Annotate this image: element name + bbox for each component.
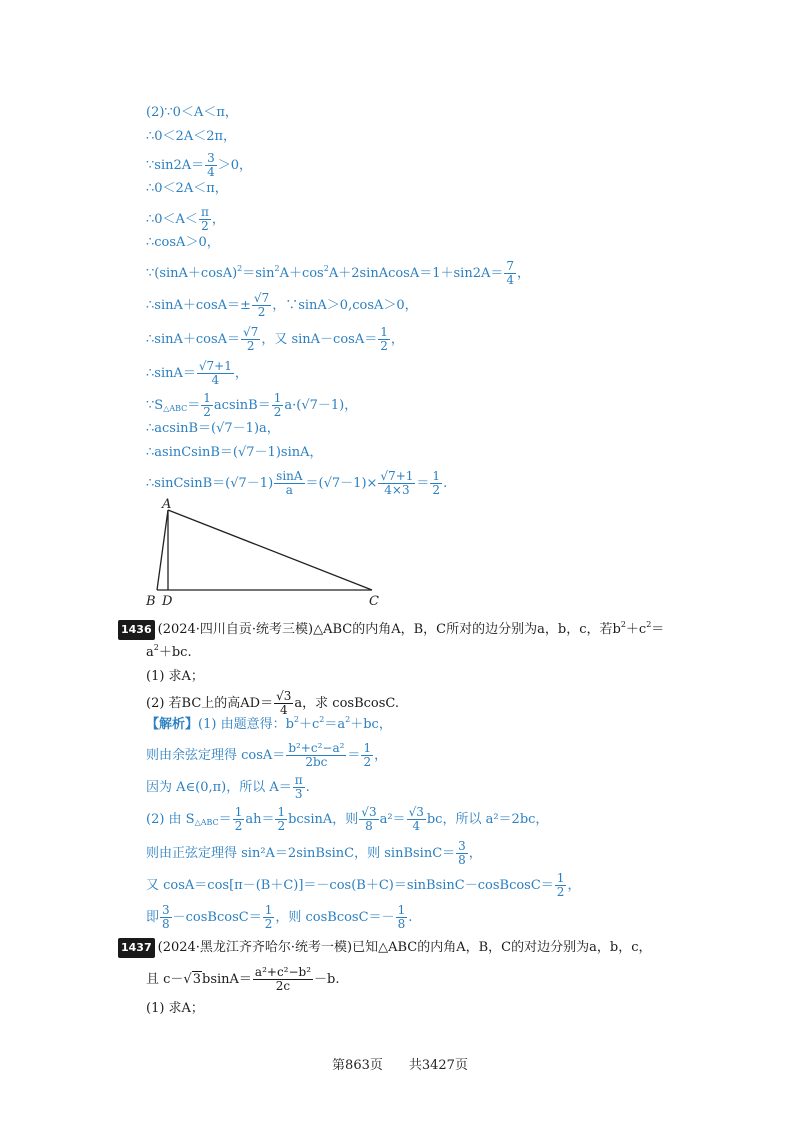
analysis-tag: 【解析】 — [146, 717, 199, 732]
problem-number-badge: 1436 — [118, 620, 155, 640]
analysis-line: (2) 由 $S_{\triangle ABC}=$ $\frac{1}{2}$ ah＝ $\frac{1}{2}$ bcsinA，则 $\frac{√3}{8}$ a²＝ $\frac{√3}{4}$ bc，所以 a²＝2bc， — [146, 805, 549, 833]
question-2: (2) 若BC上的高AD＝ $\frac{√3}{4}$ a，求 cosBcosC. — [146, 689, 400, 717]
analysis-line: 【解析】(1) 由题意得：$b^2+c^2=a^2+bc$， — [146, 715, 392, 732]
side-ab — [157, 510, 168, 590]
solution-line: ∴0＜2A＜2π， — [146, 129, 237, 144]
question-1: (1) 求A； — [146, 1001, 204, 1016]
solution-line: ∴asinCsinB＝(√7－1)sinA， — [146, 445, 323, 460]
question-1: (1) 求A； — [146, 669, 204, 684]
page-footer: 第863页 共3427页 — [332, 1058, 468, 1073]
problem-1436-stem: 1436 (2024·四川自贡·统考三模)△ABC的内角A，B，C所对的边分别为a，b，c，若$b^2+c^2=$ — [118, 620, 664, 640]
solution-line: $\because S_{\triangle ABC}=$ $\frac{1}{2}$ acsinB＝ $\frac{1}{2}$ a·(√7－1)， — [146, 391, 358, 419]
label-b: B — [146, 594, 156, 609]
label-a: A — [162, 497, 172, 512]
solution-line: ∴sinA＋cosA＝± $\frac{√7}{2}$ ，∵sinA＞0,cosA＞0， — [146, 291, 418, 319]
problem-1437-stem: 1437 (2024·黑龙江齐齐哈尔·统考一模)已知△ABC的内角A，B，C的对边分别为a，b，c， — [118, 938, 652, 958]
solution-line: ∴sinA＋cosA＝ $\frac{√7}{2}$ ，又 sinA－cosA＝ $\frac{1}{2}$ ， — [146, 325, 404, 353]
analysis-line: 即 $\frac{3}{8}$ －cosBcosC＝ $\frac{1}{2}$ ，则 cosBcosC＝－ $\frac{1}{8}$ . — [146, 903, 413, 931]
problem-number-badge: 1437 — [118, 938, 155, 958]
analysis-line: 又 cosA＝cos[π－(B＋C)]＝－cos(B＋C)＝sinBsinC－cosBcosC＝ $\frac{1}{2}$ ， — [146, 871, 581, 899]
problem-1437-stem-cont: 且 c－√3bsinA＝ $\frac{\text{a²+c²−b²}}{2c}$ －b. — [146, 965, 340, 993]
solution-line: ∴0＜A＜ $\frac{\pi}{2}$ ， — [146, 205, 225, 233]
label-d: D — [162, 594, 173, 609]
analysis-line: 则由余弦定理得 cosA＝ $\frac{\text{b²+c²−a²}}{2bc}$ ＝ $\frac{1}{2}$ ， — [146, 741, 388, 769]
side-ac — [168, 510, 372, 590]
solution-line: ∵sin2A＝ $\frac{3}{4}$ ＞0， — [146, 151, 253, 179]
solution-line: ∴acsinB＝(√7－1)a， — [146, 421, 280, 436]
solution-line: ∴cosA＞0， — [146, 235, 220, 250]
solution-line: ∴0＜2A＜π， — [146, 181, 228, 196]
triangle-figure — [140, 495, 400, 610]
label-c: C — [369, 594, 379, 609]
solution-line: (2)∵0＜A＜π， — [146, 105, 238, 120]
solution-line: $\because(\sin A+\cos A)^2=\sin^2A+\cos^2A+2sinAcosA=1+\sin 2A=$ $\frac{7}{4}$ ， — [146, 259, 531, 287]
problem-1436-stem-cont: $a^2+bc$. — [146, 643, 192, 660]
analysis-line: 则由正弦定理得 sin²A＝2sinBsinC，则 sinBsinC＝ $\frac{3}{8}$ ， — [146, 839, 482, 867]
solution-line: ∴sinCsinB＝(√7－1) $\frac{\sin A}{a}$ ＝(√7－1)× $\frac{√7+1}{4\times 3}$ ＝ $\frac{1}{2}$ . — [146, 469, 448, 497]
solution-line: ∴sinA＝ $\frac{√7+1}{4}$ ， — [146, 359, 248, 387]
analysis-line: 因为 A∈(0,π)，所以 A＝ $\frac{\pi}{3}$ . — [146, 773, 310, 801]
